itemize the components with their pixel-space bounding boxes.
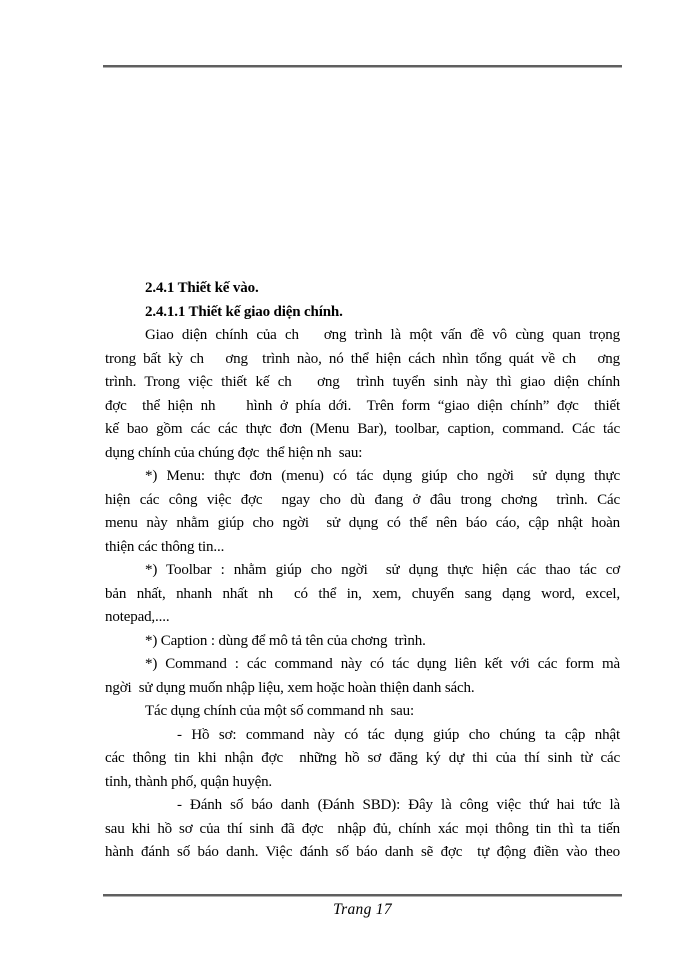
text-line: dụng chính của chúng đợc thể hiện nh sau: [105, 444, 363, 461]
page-number: Trang 17 [333, 901, 392, 918]
text-line: - Đánh số báo danh (Đánh SBD): Đây là công việc thứ hai tức là [177, 797, 620, 813]
document-body [105, 277, 620, 865]
text-line: menu này nhằm giúp cho ngời sử dụng có thể nên báo cáo, cập nhật hoàn [105, 515, 620, 531]
text-line: notepad,.... [105, 609, 170, 625]
text-line: thiện các thông tin... [105, 538, 225, 555]
text-line: *) Toolbar : nhằm giúp cho ngời sử dụng thực hiện các thao tác cơ [145, 562, 620, 578]
text-line: *) Caption : dùng để mô tả tên của chơng trình. [145, 632, 426, 649]
text-line: kế bao gồm các các thực đơn (Menu Bar), toolbar, caption, command. Các tác [105, 421, 620, 437]
footer-rule [103, 894, 622, 897]
subsection-heading: 2.4.1.1 Thiết kế giao diện chính. [145, 303, 343, 320]
text-line: sau khi hồ sơ của thí sinh đã đợc nhập đủ, chính xác mọi thông tin thì ta tiến [105, 820, 620, 837]
text-line: bản nhất, nhanh nhất nh có thể in, xem, chuyển sang dạng word, excel, [105, 585, 620, 602]
text-line: trình. Trong việc thiết kế ch ơng trình tuyển sinh này thì giao diện chính [105, 374, 620, 390]
text-line: tỉnh, thành phố, quận huyện. [105, 773, 273, 790]
text-line: ngời sử dụng muốn nhập liệu, xem hoặc hoàn thiện danh sách. [105, 679, 475, 696]
text-line: đợc thể hiện nh hình ở phía dới. Trên form “giao diện chính” đợc thiết [105, 397, 620, 414]
text-line: hành đánh số báo danh. Việc đánh số báo danh sẽ đợc tự động điền vào theo [105, 844, 620, 860]
text-line: Tác dụng chính của một số command nh sau: [145, 703, 415, 719]
text-line: Giao diện chính của ch ơng trình là một vấn đề vô cùng quan trọng [145, 327, 620, 343]
text-line: trong bất kỳ ch ơng trình nào, nó thể hiện cách nhìn tổng quát về ch ơng [105, 350, 620, 367]
section-heading: 2.4.1 Thiết kế vào. [145, 280, 259, 296]
text-line: các thông tin khi nhận đợc những hồ sơ đăng ký dự thi của thí sinh từ các [105, 750, 620, 766]
text-line: *) Menu: thực đơn (menu) có tác dụng giúp cho ngời sử dụng thực [145, 468, 620, 484]
text-line: *) Command : các command này có tác dụng liên kết với các form mà [145, 656, 620, 672]
text-line: - Hồ sơ: command này có tác dụng giúp cho chúng ta cập nhật [177, 726, 620, 743]
header-rule [103, 65, 622, 68]
text-line: hiện các công việc đợc ngay cho dù đang ở đâu trong chơng trình. Các [105, 491, 620, 508]
